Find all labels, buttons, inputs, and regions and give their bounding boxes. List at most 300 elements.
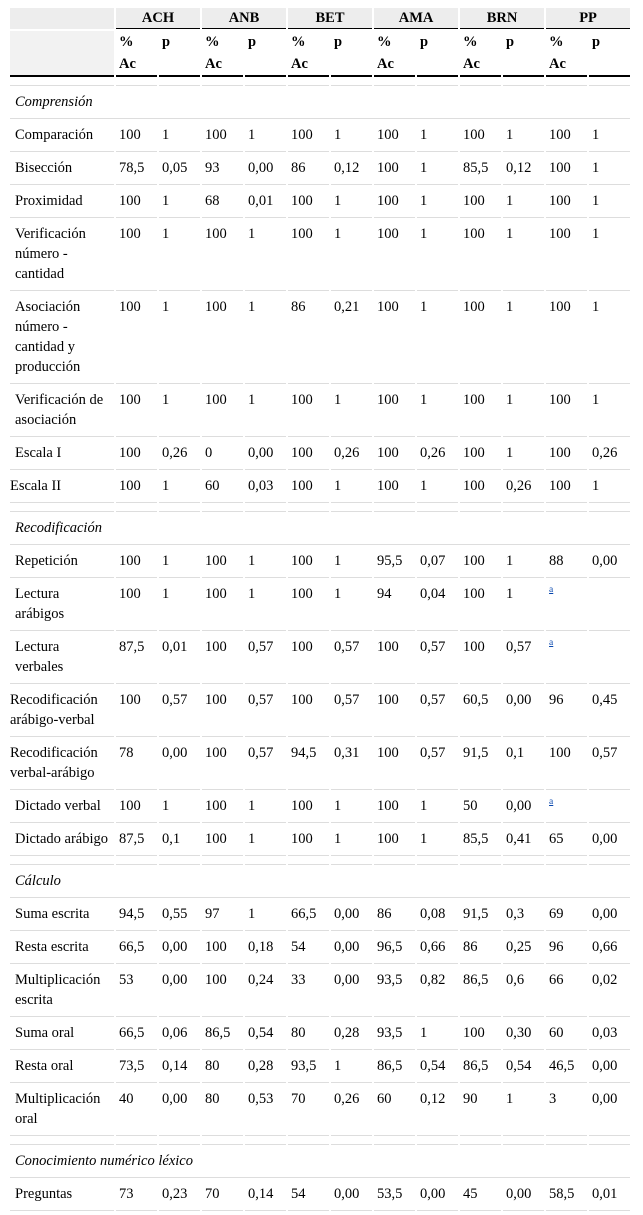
row-label: Multiplicación oral [10, 1085, 114, 1136]
spacer-cell [116, 505, 157, 512]
cell-p-value: 0,57 [417, 739, 458, 790]
table-row [10, 220, 630, 291]
cell-percent-ac: 100 [374, 686, 415, 737]
cell-percent-ac: 80 [202, 1085, 243, 1136]
spacer-cell [288, 858, 329, 865]
cell-percent-ac: 100 [460, 121, 501, 152]
cell-percent-ac: 70 [202, 1180, 243, 1211]
spacer-cell [202, 505, 243, 512]
cell-p-value: 0,57 [417, 686, 458, 737]
cell-percent-ac: 60 [374, 1085, 415, 1136]
spacer-cell [202, 1138, 243, 1145]
cell-p-value: 1 [159, 580, 200, 631]
cell-percent-ac: 100 [288, 792, 329, 823]
cell-p-value: 0,6 [503, 966, 544, 1017]
table-cell [546, 633, 587, 684]
cell-p-value: 1 [159, 220, 200, 291]
cell-p-value: 1 [503, 293, 544, 384]
table-row [10, 633, 630, 684]
cell-percent-ac: 100 [374, 472, 415, 503]
row-label: Lectura verbales [10, 633, 114, 684]
cell-percent-ac: 94,5 [288, 739, 329, 790]
spacer-cell [503, 79, 544, 86]
row-label: Recodificación verbal-arábigo [10, 739, 114, 790]
cell-p-value: 0,26 [159, 439, 200, 470]
cell-p-value: 1 [331, 220, 372, 291]
table-row [10, 547, 630, 578]
cell-p-value: 0,12 [417, 1085, 458, 1136]
cell-percent-ac: 100 [460, 580, 501, 631]
header-corner-cell-lower [10, 31, 114, 77]
cell-percent-ac: 100 [202, 633, 243, 684]
cell-percent-ac: 46,5 [546, 1052, 587, 1083]
cell-p-value: 1 [503, 121, 544, 152]
footnote-link[interactable]: a [549, 585, 554, 596]
cell-percent-ac: 100 [116, 386, 157, 437]
spacer-cell [159, 1138, 200, 1145]
column-header-bet: BET [288, 8, 372, 29]
spacer-cell [503, 1138, 544, 1145]
table-row [10, 933, 630, 964]
spacer-row [10, 858, 630, 865]
subheader-percent: % [205, 34, 220, 50]
cell-p-value: 0,06 [159, 1019, 200, 1050]
cell-p-value: 1 [331, 547, 372, 578]
spacer-cell [116, 79, 157, 86]
cell-percent-ac: 40 [116, 1085, 157, 1136]
cell-percent-ac: 100 [202, 293, 243, 384]
cell-p-value: 1 [503, 580, 544, 631]
cell-p-value: 0,66 [417, 933, 458, 964]
cell-percent-ac: 100 [288, 580, 329, 631]
table-row [10, 580, 630, 631]
cell-p-value: 1 [417, 187, 458, 218]
row-label: Dictado verbal [10, 792, 114, 823]
section-header-row [10, 514, 630, 545]
cell-percent-ac: 65 [546, 825, 587, 856]
cell-p-value: 1 [503, 1085, 544, 1136]
cell-p-value: 1 [589, 121, 630, 152]
cell-p-value: 0,57 [245, 739, 286, 790]
cell-percent-ac: 91,5 [460, 739, 501, 790]
row-label: Asociación número - cantidad y producción [10, 293, 114, 384]
cell-percent-ac: 70 [288, 1085, 329, 1136]
cell-p-value: 0,00 [503, 686, 544, 737]
subheader-ac: Ac [377, 56, 394, 72]
cell-p-value: 0,00 [331, 966, 372, 1017]
cell-p-value: 0,00 [159, 966, 200, 1017]
spacer-cell [589, 505, 630, 512]
cell-percent-ac: 100 [116, 439, 157, 470]
cell-p-value: 0,08 [417, 900, 458, 931]
cell-percent-ac: 100 [374, 439, 415, 470]
cell-p-value: 0,41 [503, 825, 544, 856]
spacer-cell [331, 505, 372, 512]
cell-percent-ac: 66,5 [288, 900, 329, 931]
cell-p-value: 1 [589, 386, 630, 437]
row-label: Escala II [10, 472, 114, 503]
column-header-brn: BRN [460, 8, 544, 29]
cell-percent-ac: 100 [374, 792, 415, 823]
cell-percent-ac: 33 [288, 966, 329, 1017]
results-table [8, 6, 632, 1213]
table-body [10, 79, 630, 1211]
footnote-link[interactable]: a [549, 797, 554, 808]
cell-percent-ac: 100 [374, 187, 415, 218]
spacer-cell [374, 1138, 415, 1145]
cell-p-value: 1 [331, 1052, 372, 1083]
cell-percent-ac: 93,5 [374, 966, 415, 1017]
cell-p-value: 0,26 [589, 439, 630, 470]
cell-p-value: 0,00 [159, 739, 200, 790]
cell-p-value: 0,25 [503, 933, 544, 964]
cell-p-value: 0,00 [245, 439, 286, 470]
cell-percent-ac: 91,5 [460, 900, 501, 931]
cell-percent-ac: 85,5 [460, 825, 501, 856]
cell-p-value: 0,14 [245, 1180, 286, 1211]
cell-p-value: 1 [417, 825, 458, 856]
cell-p-value: 0,00 [589, 1052, 630, 1083]
cell-p-value: 0,00 [589, 547, 630, 578]
spacer-cell [245, 1138, 286, 1145]
subheader-percent-ac [116, 31, 157, 77]
cell-p-value: 0,54 [245, 1019, 286, 1050]
row-label: Suma escrita [10, 900, 114, 931]
spacer-cell [589, 858, 630, 865]
cell-p-value: 1 [417, 121, 458, 152]
cell-p-value: 0,54 [417, 1052, 458, 1083]
cell-p-value: 1 [159, 293, 200, 384]
spacer-cell [374, 505, 415, 512]
subheader-ac: Ac [463, 56, 480, 72]
cell-percent-ac: 100 [202, 966, 243, 1017]
cell-p-value: 1 [159, 386, 200, 437]
cell-percent-ac: 50 [460, 792, 501, 823]
cell-p-value: 0,00 [417, 1180, 458, 1211]
cell-p-value: 0,57 [245, 686, 286, 737]
cell-percent-ac: 100 [460, 386, 501, 437]
section-title: Comprensión [10, 88, 630, 119]
cell-percent-ac: 100 [288, 439, 329, 470]
cell-percent-ac: 60 [546, 1019, 587, 1050]
spacer-cell [288, 505, 329, 512]
cell-percent-ac: 53 [116, 966, 157, 1017]
subheader-p: p [331, 31, 372, 77]
section-header-row [10, 88, 630, 119]
cell-percent-ac: 78,5 [116, 154, 157, 185]
cell-p-value: 1 [331, 825, 372, 856]
cell-p-value: 0,28 [331, 1019, 372, 1050]
cell-percent-ac: 60,5 [460, 686, 501, 737]
spacer-cell [460, 505, 501, 512]
table-header [10, 8, 630, 77]
cell-p-value: 1 [417, 154, 458, 185]
row-label: Resta oral [10, 1052, 114, 1083]
spacer-cell [546, 858, 587, 865]
cell-percent-ac: 100 [288, 825, 329, 856]
cell-percent-ac: 100 [546, 293, 587, 384]
cell-percent-ac: 100 [374, 121, 415, 152]
cell-percent-ac: 100 [374, 293, 415, 384]
row-label: Verificación número - cantidad [10, 220, 114, 291]
spacer-cell [10, 79, 114, 86]
cell-percent-ac: 100 [116, 792, 157, 823]
spacer-cell [116, 1138, 157, 1145]
table-row [10, 1085, 630, 1136]
cell-p-value: 0,00 [331, 900, 372, 931]
spacer-cell [10, 1138, 114, 1145]
cell-percent-ac: 100 [116, 293, 157, 384]
cell-percent-ac: 100 [546, 220, 587, 291]
cell-percent-ac: 54 [288, 933, 329, 964]
cell-p-value: 1 [159, 547, 200, 578]
spacer-cell [374, 79, 415, 86]
cell-p-value: 0,55 [159, 900, 200, 931]
spacer-cell [288, 79, 329, 86]
section-header-row [10, 1147, 630, 1178]
cell-p-value: 0,26 [503, 472, 544, 503]
spacer-cell [460, 1138, 501, 1145]
cell-p-value: 1 [331, 580, 372, 631]
subheader-p: p [159, 31, 200, 77]
cell-percent-ac: 93,5 [374, 1019, 415, 1050]
cell-p-value: 0,57 [331, 633, 372, 684]
cell-p-value: 0,12 [503, 154, 544, 185]
cell-percent-ac: 73,5 [116, 1052, 157, 1083]
cell-percent-ac: 100 [202, 792, 243, 823]
cell-p-value: 0,14 [159, 1052, 200, 1083]
spacer-cell [331, 858, 372, 865]
cell-p-value: 0,21 [331, 293, 372, 384]
spacer-cell [202, 858, 243, 865]
table-row [10, 187, 630, 218]
spacer-cell [245, 505, 286, 512]
subheader-p: p [245, 31, 286, 77]
cell-percent-ac: 100 [116, 686, 157, 737]
cell-p-value: 0,31 [331, 739, 372, 790]
cell-p-value: 1 [245, 386, 286, 437]
section-header-row [10, 867, 630, 898]
cell-p-value: 0,45 [589, 686, 630, 737]
cell-percent-ac: 100 [374, 386, 415, 437]
cell-p-value: 0,57 [589, 739, 630, 790]
footnote-link[interactable]: a [549, 638, 554, 649]
cell-percent-ac: 100 [116, 220, 157, 291]
cell-p-value: 0,66 [589, 933, 630, 964]
subheader-percent-ac [288, 31, 329, 77]
cell-p-value: 0,57 [245, 633, 286, 684]
row-label: Lectura arábigos [10, 580, 114, 631]
subheader-percent-ac [460, 31, 501, 77]
cell-p-value: 1 [159, 472, 200, 503]
spacer-cell [245, 858, 286, 865]
spacer-cell [546, 1138, 587, 1145]
cell-percent-ac: 96,5 [374, 933, 415, 964]
spacer-cell [245, 79, 286, 86]
subheader-p: p [417, 31, 458, 77]
row-label: Repetición [10, 547, 114, 578]
cell-p-value: 0,01 [589, 1180, 630, 1211]
cell-percent-ac: 86 [288, 154, 329, 185]
cell-p-value: 0,00 [589, 825, 630, 856]
cell-p-value: 0,03 [589, 1019, 630, 1050]
cell-p-value: 0,03 [245, 472, 286, 503]
cell-percent-ac: 96 [546, 933, 587, 964]
cell-p-value: 1 [503, 187, 544, 218]
cell-p-value: 1 [245, 220, 286, 291]
spacer-cell [331, 1138, 372, 1145]
column-header-ach: ACH [116, 8, 200, 29]
spacer-cell [116, 858, 157, 865]
subheader-ac: Ac [549, 56, 566, 72]
spacer-row [10, 505, 630, 512]
cell-percent-ac: 68 [202, 187, 243, 218]
cell-percent-ac: 100 [374, 220, 415, 291]
spacer-cell [417, 505, 458, 512]
cell-percent-ac: 100 [460, 293, 501, 384]
cell-p-value [589, 633, 630, 684]
cell-p-value: 1 [417, 386, 458, 437]
column-header-anb: ANB [202, 8, 286, 29]
subheader-percent: % [549, 34, 564, 50]
table-row [10, 1052, 630, 1083]
cell-p-value: 0,53 [245, 1085, 286, 1136]
cell-percent-ac: 3 [546, 1085, 587, 1136]
column-header-pp: PP [546, 8, 630, 29]
cell-percent-ac: 100 [116, 547, 157, 578]
cell-percent-ac: 100 [460, 547, 501, 578]
cell-p-value: 0,00 [503, 792, 544, 823]
cell-p-value: 1 [245, 900, 286, 931]
cell-p-value: 1 [417, 472, 458, 503]
cell-p-value: 1 [245, 293, 286, 384]
cell-p-value: 0,00 [589, 1085, 630, 1136]
row-label: Bisección [10, 154, 114, 185]
cell-percent-ac: 86,5 [460, 1052, 501, 1083]
spacer-cell [202, 79, 243, 86]
table-row [10, 739, 630, 790]
table-row [10, 439, 630, 470]
cell-percent-ac: 100 [460, 633, 501, 684]
cell-p-value: 1 [245, 792, 286, 823]
cell-p-value: 1 [331, 121, 372, 152]
cell-percent-ac: 100 [374, 633, 415, 684]
subheader-percent-ac [546, 31, 587, 77]
cell-p-value: 1 [417, 220, 458, 291]
cell-p-value: 0,82 [417, 966, 458, 1017]
cell-percent-ac: 80 [202, 1052, 243, 1083]
cell-p-value [589, 792, 630, 823]
cell-percent-ac: 85,5 [460, 154, 501, 185]
cell-p-value: 1 [589, 220, 630, 291]
subheader-ac: Ac [205, 56, 222, 72]
spacer-cell [546, 505, 587, 512]
cell-percent-ac: 100 [288, 121, 329, 152]
spacer-cell [159, 858, 200, 865]
cell-percent-ac: 87,5 [116, 825, 157, 856]
table-row [10, 293, 630, 384]
spacer-cell [589, 1138, 630, 1145]
cell-p-value: 0,57 [503, 633, 544, 684]
cell-percent-ac: 100 [460, 187, 501, 218]
subheader-ac: Ac [119, 56, 136, 72]
cell-percent-ac: 100 [202, 220, 243, 291]
cell-percent-ac: 100 [546, 439, 587, 470]
cell-p-value: 1 [417, 1019, 458, 1050]
cell-p-value: 0,57 [331, 686, 372, 737]
cell-p-value: 1 [503, 386, 544, 437]
cell-p-value: 1 [331, 187, 372, 218]
cell-p-value: 1 [589, 472, 630, 503]
cell-percent-ac: 54 [288, 1180, 329, 1211]
cell-percent-ac: 100 [202, 933, 243, 964]
row-label: Proximidad [10, 187, 114, 218]
cell-p-value: 0,57 [417, 633, 458, 684]
cell-percent-ac: 80 [288, 1019, 329, 1050]
cell-p-value: 1 [503, 547, 544, 578]
cell-percent-ac: 100 [288, 633, 329, 684]
cell-percent-ac: 96 [546, 686, 587, 737]
cell-percent-ac: 100 [288, 547, 329, 578]
cell-percent-ac: 0 [202, 439, 243, 470]
cell-percent-ac: 45 [460, 1180, 501, 1211]
cell-p-value: 0,01 [159, 633, 200, 684]
cell-p-value: 0,3 [503, 900, 544, 931]
cell-percent-ac: 86 [288, 293, 329, 384]
cell-percent-ac: 93,5 [288, 1052, 329, 1083]
cell-p-value: 1 [503, 439, 544, 470]
cell-p-value: 1 [245, 547, 286, 578]
table-cell [546, 792, 587, 823]
cell-percent-ac: 100 [546, 739, 587, 790]
table-row [10, 154, 630, 185]
cell-p-value: 0,00 [159, 1085, 200, 1136]
cell-percent-ac: 69 [546, 900, 587, 931]
cell-p-value: 0,18 [245, 933, 286, 964]
spacer-cell [417, 1138, 458, 1145]
cell-percent-ac: 100 [202, 121, 243, 152]
spacer-cell [503, 858, 544, 865]
cell-percent-ac: 100 [374, 825, 415, 856]
cell-p-value: 0,26 [331, 439, 372, 470]
subheader-percent: % [291, 34, 306, 50]
cell-percent-ac: 100 [374, 739, 415, 790]
cell-p-value: 0,24 [245, 966, 286, 1017]
cell-percent-ac: 100 [546, 121, 587, 152]
spacer-cell [159, 79, 200, 86]
cell-percent-ac: 100 [546, 472, 587, 503]
table-row [10, 1019, 630, 1050]
cell-percent-ac: 78 [116, 739, 157, 790]
spacer-cell [589, 79, 630, 86]
cell-p-value: 0,12 [331, 154, 372, 185]
row-label: Dictado arábigo [10, 825, 114, 856]
row-label: Escala I [10, 439, 114, 470]
cell-p-value: 1 [589, 154, 630, 185]
cell-p-value: 0,23 [159, 1180, 200, 1211]
cell-percent-ac: 100 [460, 472, 501, 503]
spacer-row [10, 79, 630, 86]
cell-p-value: 1 [331, 472, 372, 503]
cell-percent-ac: 86,5 [460, 966, 501, 1017]
cell-percent-ac: 73 [116, 1180, 157, 1211]
cell-p-value: 0,00 [589, 900, 630, 931]
cell-p-value: 1 [159, 121, 200, 152]
spacer-row [10, 1138, 630, 1145]
cell-p-value: 0,01 [245, 187, 286, 218]
cell-percent-ac: 87,5 [116, 633, 157, 684]
cell-percent-ac: 86 [460, 933, 501, 964]
